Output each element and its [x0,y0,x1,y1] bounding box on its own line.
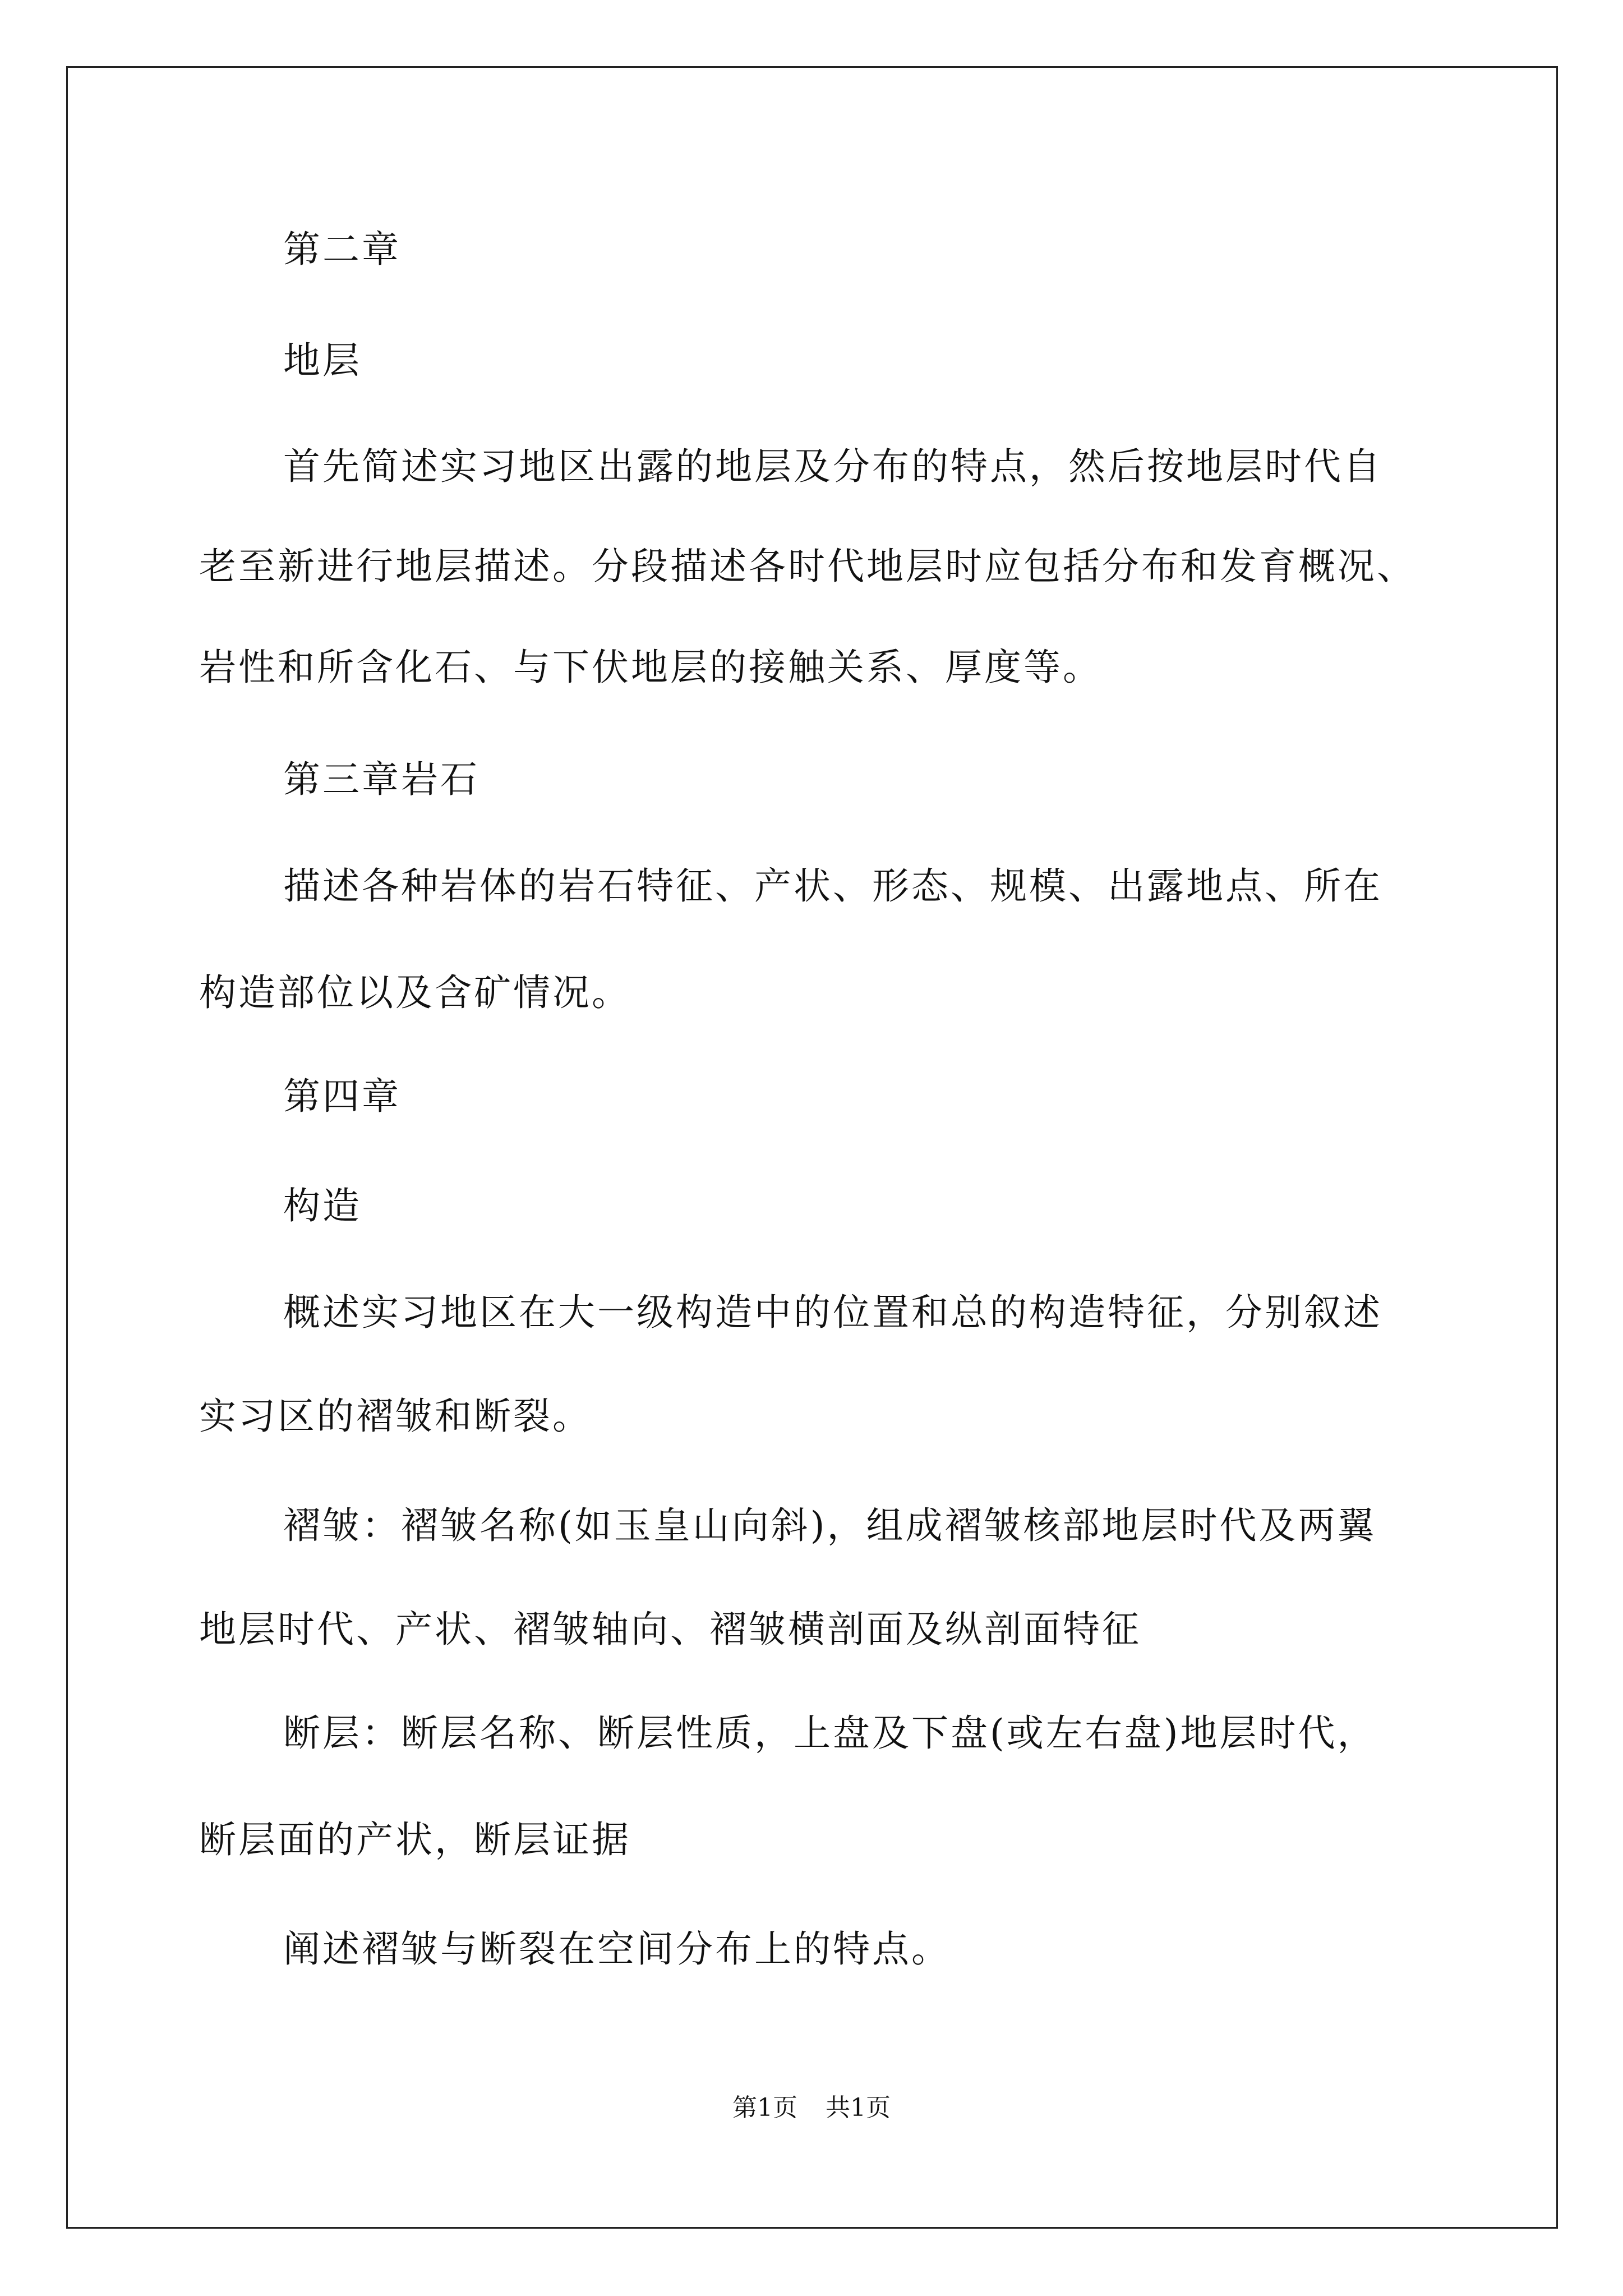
paragraph-line: 概述实习地区在大一级构造中的位置和总的构造特征，分别叙述 [283,1291,1382,1334]
chapter-2-heading: 第二章 [283,228,401,271]
chapter-4-title: 构造 [283,1184,362,1227]
paragraph-line: 褶皱：褶皱名称(如玉皇山向斜)，组成褶皱核部地层时代及两翼 [283,1504,1377,1547]
chapter-2-title: 地层 [283,339,362,382]
page-total: 共1页 [826,2093,891,2122]
paragraph-line: 描述各种岩体的岩石特征、产状、形态、规模、出露地点、所在 [283,864,1382,908]
chapter-3-heading: 第三章岩石 [283,758,479,801]
paragraph-line: 实习区的褶皱和断裂。 [199,1395,592,1438]
paragraph-line: 阐述褶皱与断裂在空间分布上的特点。 [283,1927,951,1971]
page-number: 第1页 [732,2093,797,2122]
paragraph-line: 老至新进行地层描述。分段描述各时代地层时应包括分布和发育概况、 [199,545,1416,588]
page-border [66,66,1558,2229]
paragraph-line: 地层时代、产状、褶皱轴向、褶皱横剖面及纵剖面特征 [199,1608,1141,1651]
paragraph-line: 首先简述实习地区出露的地层及分布的特点，然后按地层时代自 [283,445,1382,488]
paragraph-line: 断层面的产状，断层证据 [199,1818,631,1861]
paragraph-line: 断层：断层名称、断层性质，上盘及下盘(或左右盘)地层时代， [283,1711,1377,1755]
chapter-4-heading: 第四章 [283,1075,401,1118]
page-footer [0,2092,1623,2124]
paragraph-line: 岩性和所含化石、与下伏地层的接触关系、厚度等。 [199,646,1102,689]
paragraph-line: 构造部位以及含矿情况。 [199,971,631,1014]
